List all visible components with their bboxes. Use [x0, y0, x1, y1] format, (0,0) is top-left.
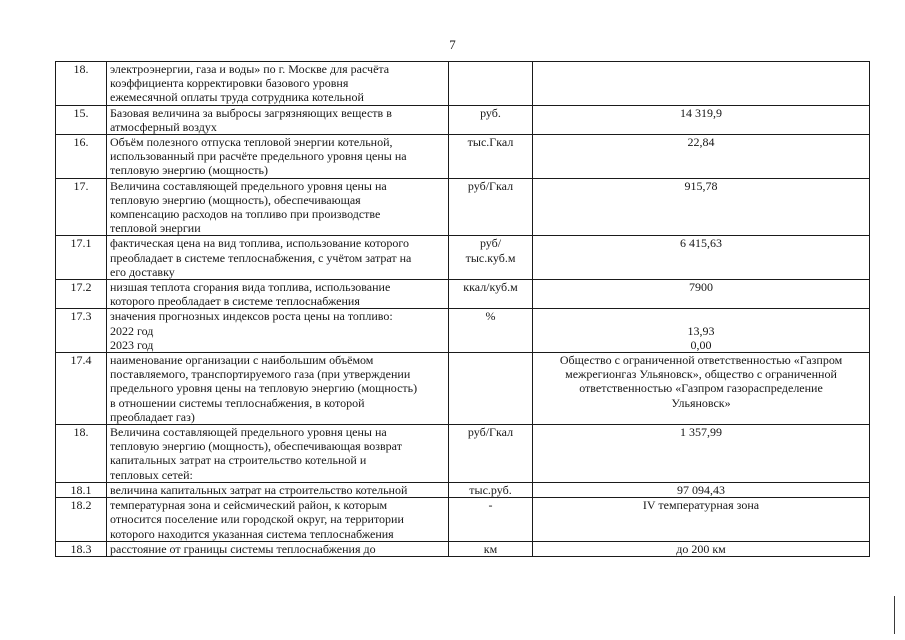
row-number: 17.	[56, 178, 107, 236]
row-unit	[449, 482, 533, 497]
description-line: Объём полезного отпуска тепловой энергии котельной,	[110, 135, 393, 150]
description-line: низшая теплота сгорания вида топлива, использование	[110, 280, 391, 295]
unit-line: -	[488, 498, 493, 513]
description-line: тепловых сетей:	[110, 467, 193, 482]
table-row	[56, 309, 870, 353]
row-value	[533, 309, 870, 353]
description-line: преобладает газ)	[110, 409, 195, 424]
row-unit	[449, 309, 533, 353]
value-line: 97 094,43	[677, 482, 725, 497]
description-line: электроэнергии, газа и воды» по г. Москве для расчёта	[110, 62, 390, 76]
table-row	[56, 541, 870, 556]
row-description	[107, 482, 449, 497]
table-row	[56, 62, 870, 106]
description-line: Базовая величина за выбросы загрязняющих веществ в	[110, 105, 392, 120]
description-line: в отношении системы теплоснабжения, в которой	[110, 395, 365, 410]
document-table	[55, 61, 870, 557]
row-value	[533, 541, 870, 556]
row-number: 17.3	[56, 309, 107, 353]
row-unit	[449, 135, 533, 179]
row-description	[107, 62, 449, 106]
description-line: значения прогнозных индексов роста цены на топливо:	[110, 309, 393, 324]
row-value	[533, 62, 870, 106]
unit-line: тыс.руб.	[469, 482, 512, 497]
description-line: которого находится указанная система теплоснабжения	[110, 526, 394, 541]
value-line: 14 319,9	[680, 105, 722, 120]
row-unit	[449, 105, 533, 134]
row-unit	[449, 178, 533, 236]
description-line: его доставку	[110, 264, 175, 279]
description-line: фактическая цена на вид топлива, использование которого	[110, 236, 410, 251]
description-line: расстояние от границы системы теплоснабжения до	[110, 541, 376, 556]
value-line: 915,78	[684, 178, 718, 193]
value-line	[536, 309, 866, 323]
value-line: ответственностью «Газпром газораспределение	[579, 381, 823, 396]
description-line: Величина составляющей предельного уровня цены на	[110, 425, 387, 440]
table-row	[56, 482, 870, 497]
unit-line: руб/Гкал	[467, 425, 514, 440]
unit-line: тыс.Гкал	[467, 135, 514, 150]
row-number: 17.4	[56, 353, 107, 425]
unit-line: км	[483, 541, 498, 556]
description-line: величина капитальных затрат на строительство котельной	[110, 482, 408, 497]
description-line: тепловой энергии	[110, 221, 201, 236]
row-number: 18.2	[56, 498, 107, 542]
value-line: Ульяновск»	[671, 395, 731, 410]
table-row	[56, 353, 870, 425]
value-line: 6 415,63	[680, 236, 722, 251]
unit-line	[452, 62, 529, 76]
description-line: поставляемого, транспортируемого газа (при утверждении	[110, 367, 411, 382]
table-row	[56, 105, 870, 134]
table-row	[56, 236, 870, 280]
row-unit	[449, 425, 533, 483]
row-number: 15.	[56, 105, 107, 134]
row-value	[533, 280, 870, 309]
unit-line: тыс.куб.м	[465, 250, 516, 265]
row-description	[107, 178, 449, 236]
unit-line: %	[485, 309, 496, 324]
row-description	[107, 425, 449, 483]
row-number: 16.	[56, 135, 107, 179]
unit-line: руб.	[480, 105, 501, 120]
value-line: Общество с ограниченной ответственностью «Газпром	[559, 353, 843, 368]
value-line	[536, 62, 866, 76]
table-row	[56, 135, 870, 179]
row-description	[107, 105, 449, 134]
description-line: капитальных затрат на строительство котельной и	[110, 453, 367, 468]
row-number: 17.2	[56, 280, 107, 309]
description-line: температурная зона и сейсмический район, к которым	[110, 498, 388, 513]
description-line: использованный при расчёте предельного уровня цены на	[110, 149, 407, 164]
row-value	[533, 425, 870, 483]
row-value	[533, 105, 870, 134]
value-line: 7900	[689, 280, 713, 295]
description-line: ежемесячной оплаты труда сотрудника котельной	[110, 90, 364, 105]
description-line: коэффициента корректировки базового уровня	[110, 76, 349, 91]
row-value	[533, 236, 870, 280]
description-line: Величина составляющей предельного уровня цены на	[110, 178, 387, 193]
value-line: до 200 км	[676, 541, 726, 556]
scan-edge-mark	[894, 596, 895, 634]
row-description	[107, 498, 449, 542]
description-line: которого преобладает в системе теплоснабжения	[110, 294, 360, 309]
row-unit	[449, 236, 533, 280]
row-value	[533, 178, 870, 236]
value-line: межрегионгаз Ульяновск», общество с ограниченной	[565, 367, 837, 382]
description-line: предельного уровня цены на тепловую энергию (мощность)	[110, 381, 418, 396]
unit-line	[452, 353, 529, 367]
table-body	[56, 62, 870, 557]
row-number: 18.3	[56, 541, 107, 556]
table-row	[56, 280, 870, 309]
row-value	[533, 498, 870, 542]
description-line: 2022 год	[110, 323, 154, 338]
description-line: компенсацию расходов на топливо при производстве	[110, 207, 381, 222]
row-description	[107, 135, 449, 179]
description-line: 2023 год	[110, 337, 154, 352]
unit-line: ккал/куб.м	[463, 280, 518, 295]
description-line: тепловую энергию (мощность)	[110, 163, 268, 178]
table-row	[56, 178, 870, 236]
page-number: 7	[449, 37, 456, 52]
description-line: относится поселение или городской округ, на территории	[110, 512, 404, 527]
table-row	[56, 425, 870, 483]
value-line: 1 357,99	[680, 425, 722, 440]
row-description	[107, 309, 449, 353]
row-unit	[449, 498, 533, 542]
value-line: 0,00	[690, 337, 712, 352]
row-value	[533, 482, 870, 497]
row-description	[107, 353, 449, 425]
unit-line: руб/	[479, 236, 502, 251]
description-line: атмосферный воздух	[110, 119, 217, 134]
row-number: 18.1	[56, 482, 107, 497]
row-unit	[449, 62, 533, 106]
row-unit	[449, 280, 533, 309]
row-value	[533, 353, 870, 425]
description-line: тепловую энергию (мощность), обеспечивающая	[110, 192, 361, 207]
unit-line: руб/Гкал	[467, 178, 514, 193]
value-line: 22,84	[687, 135, 715, 150]
row-unit	[449, 353, 533, 425]
row-number: 17.1	[56, 236, 107, 280]
row-number: 18.	[56, 62, 107, 106]
value-line: IV температурная зона	[642, 498, 760, 513]
description-line: преобладает в системе теплоснабжения, с учётом затрат на	[110, 250, 412, 265]
row-number: 18.	[56, 425, 107, 483]
row-description	[107, 280, 449, 309]
row-description	[107, 236, 449, 280]
row-description	[107, 541, 449, 556]
value-line: 13,93	[687, 323, 715, 338]
description-line: наименование организации с наибольшим объёмом	[110, 353, 374, 368]
table-row	[56, 498, 870, 542]
row-unit	[449, 541, 533, 556]
description-line: тепловую энергию (мощность), обеспечивающая возврат	[110, 439, 402, 454]
row-value	[533, 135, 870, 179]
